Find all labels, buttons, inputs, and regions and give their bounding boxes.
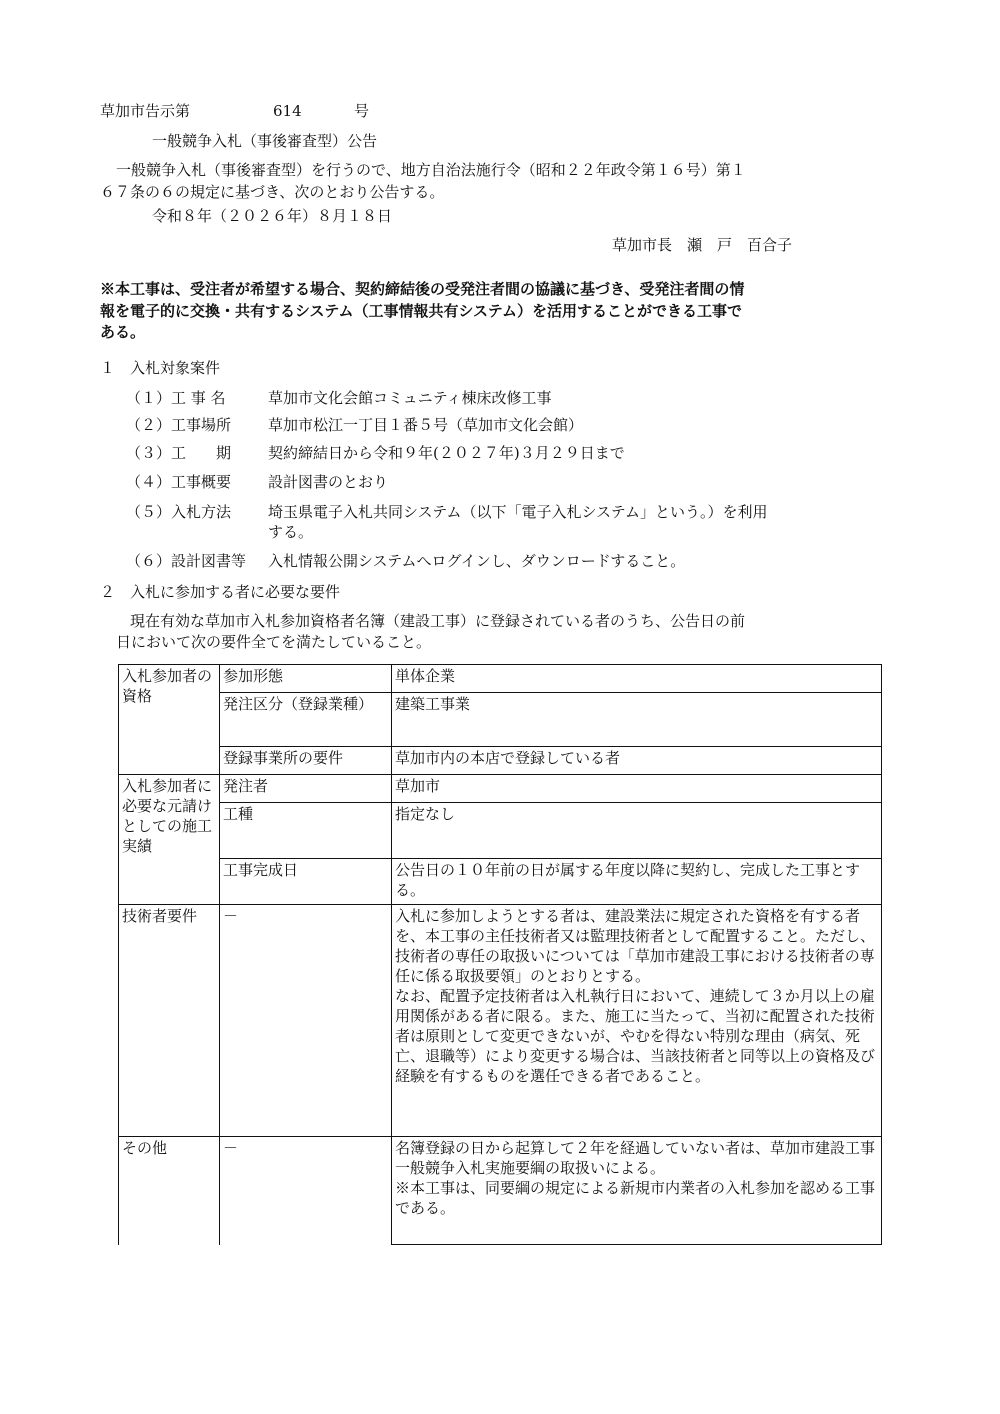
row-value — [392, 1137, 882, 1245]
bold-notice-line: 報を電子的に交換・共有するシステム（工事情報共有システム）を活用することができる工事で — [100, 302, 743, 320]
item-value: 草加市松江一丁目１番５号（草加市文化会館） — [268, 416, 584, 434]
row-value: 単体企業 — [392, 665, 882, 693]
item-value: 草加市文化会館コミュニティ棟床改修工事 — [268, 389, 552, 407]
record-label: 入札参加者に必要な元請けとしての施工実績 — [119, 775, 220, 905]
row-value — [392, 905, 882, 1137]
other-paragraph: 名簿登録の日から起算して２年を経過していない者は、草加市建設工事一般競争入札実施要綱の取扱いによる。 — [395, 1139, 876, 1177]
table-row — [119, 747, 882, 775]
item-label: （３）工 期 — [126, 444, 232, 462]
item-value: 埼玉県電子入札共同システム（以下「電子入札システム」という。）を利用 — [268, 503, 768, 521]
table-row — [119, 665, 882, 693]
requirements-table — [118, 664, 882, 1245]
row-value: 指定なし — [392, 803, 882, 859]
table-row — [119, 859, 882, 905]
row-key: 参加形態 — [220, 665, 392, 693]
notice-number: 614 — [273, 102, 302, 120]
row-key: 発注区分（登録業種） — [220, 693, 392, 747]
row-key: 工事完成日 — [220, 859, 392, 905]
notice-date: 令和８年（２０２６年）８月１８日 — [152, 207, 393, 225]
item-value: 契約締結日から令和９年(２０２７年)３月２９日まで — [268, 444, 625, 462]
item-label: （６）設計図書等 — [126, 552, 247, 570]
row-key: 工種 — [220, 803, 392, 859]
table-row — [119, 1137, 882, 1245]
qualification-label: 入札参加者の資格 — [119, 665, 220, 775]
row-key: － — [220, 905, 392, 1137]
item-value: 入札情報公開システムへログインし、ダウンロードすること。 — [268, 552, 686, 570]
section-1-heading: １ 入札対象案件 — [100, 359, 221, 377]
table-row — [119, 693, 882, 747]
row-value: 草加市内の本店で登録している者 — [392, 747, 882, 775]
item-value: 設計図書のとおり — [268, 473, 389, 491]
notice-prefix: 草加市告示第 — [100, 102, 191, 120]
item-label: （４）工事概要 — [126, 473, 232, 491]
row-key: 登録事業所の要件 — [220, 747, 392, 775]
row-value: 建築工事業 — [392, 693, 882, 747]
intro-line-2: ６７条の６の規定に基づき、次のとおり公告する。 — [100, 183, 445, 201]
other-label: その他 — [119, 1137, 220, 1245]
bold-notice-line: ある。 — [100, 323, 146, 341]
section-2-intro: 日において次の要件全てを満たしていること。 — [116, 633, 432, 651]
other-paragraph: ※本工事は、同要綱の規定による新規市内業者の入札参加を認める工事である。 — [395, 1179, 876, 1217]
table-row — [119, 775, 882, 803]
engineer-label: 技術者要件 — [119, 905, 220, 1137]
table-row — [119, 905, 882, 1137]
item-label: （１）工 事 名 — [126, 389, 226, 407]
document-title: 一般競争入札（事後審査型）公告 — [152, 132, 378, 150]
item-label: （５）入札方法 — [126, 503, 232, 521]
item-value-continued: する。 — [268, 523, 314, 541]
row-key: － — [220, 1137, 392, 1245]
section-2-heading: ２ 入札に参加する者に必要な要件 — [100, 583, 341, 601]
bold-notice-line: ※本工事は、受注者が希望する場合、契約締結後の受発注者間の協議に基づき、受発注者間の情 — [100, 280, 745, 298]
item-label: （２）工事場所 — [126, 416, 232, 434]
row-key: 発注者 — [220, 775, 392, 803]
intro-line-1: 一般競争入札（事後審査型）を行うので、地方自治法施行令（昭和２２年政令第１６号）第１ — [116, 161, 746, 179]
engineer-paragraph: 入札に参加しようとする者は、建設業法に規定された資格を有する者を、本工事の主任技術者又は監理技術者として配置すること。ただし、技術者の専任の取扱いについては「草加市建設工事における技術者の専任に係る取扱要領」のとおりとする。 — [395, 907, 876, 985]
notice-suffix: 号 — [354, 102, 370, 120]
row-value: 公告日の１０年前の日が属する年度以降に契約し、完成した工事とする。 — [392, 859, 882, 905]
signatory: 草加市長 瀬 戸 百合子 — [612, 236, 793, 254]
section-2-intro: 現在有効な草加市入札参加資格者名簿（建設工事）に登録されている者のうち、公告日の前 — [130, 612, 746, 630]
engineer-paragraph: なお、配置予定技術者は入札執行日において、連続して３か月以上の雇用関係がある者に限る。また、施工に当たって、当初に配置された技術者は原則として変更できないが、やむを得ない特別な理由（病気、死亡、退職等）により変更する場合は、当該技術者と同等以上の資格及び経験を有するものを選任できる者であること。 — [395, 987, 876, 1085]
table-row — [119, 803, 882, 859]
row-value: 草加市 — [392, 775, 882, 803]
